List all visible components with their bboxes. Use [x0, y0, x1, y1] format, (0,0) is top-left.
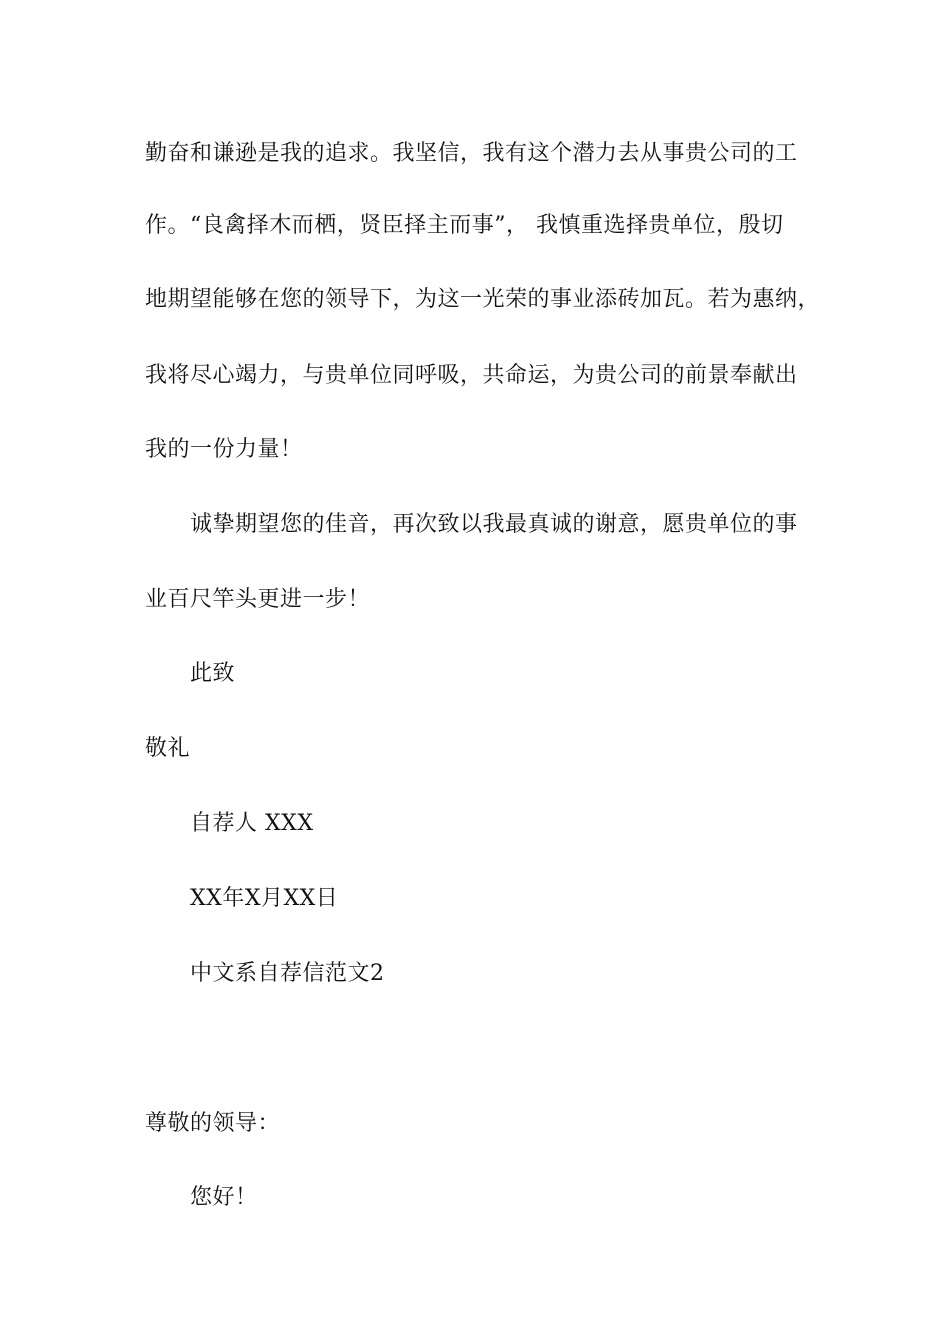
paragraph-line-5: 我的一份力量！: [145, 437, 303, 462]
paragraph-line-3: 地期望能够在您的领导下，为这一光荣的事业添砖加瓦。若为惠纳，: [145, 287, 821, 312]
section-title: 中文系自荐信范文2: [190, 961, 385, 986]
letter-hello: 您好！: [190, 1185, 258, 1210]
signature-date: XX年X月XX日: [190, 886, 339, 911]
paragraph-line-1: 勤奋和谦逊是我的追求。我坚信，我有这个潜力去从事贵公司的工: [145, 141, 798, 166]
closing-paragraph-line-1: 诚挚期望您的佳音，再次致以我最真诚的谢意，愿贵单位的事: [190, 512, 798, 537]
paragraph-line-4: 我将尽心竭力，与贵单位同呼吸，共命运，为贵公司的前景奉献出: [145, 363, 798, 388]
signature-name: 自荐人 XXX: [190, 811, 314, 836]
letter-greeting: 尊敬的领导：: [145, 1111, 281, 1136]
paragraph-line-2: 作。“良禽择木而栖，贤臣择主而事”， 我慎重选择贵单位，殷切: [145, 213, 784, 238]
salutation-cizhi: 此致: [190, 661, 236, 686]
closing-paragraph-line-2: 业百尺竿头更进一步！: [145, 587, 371, 612]
salutation-jingli: 敬礼: [145, 736, 191, 761]
